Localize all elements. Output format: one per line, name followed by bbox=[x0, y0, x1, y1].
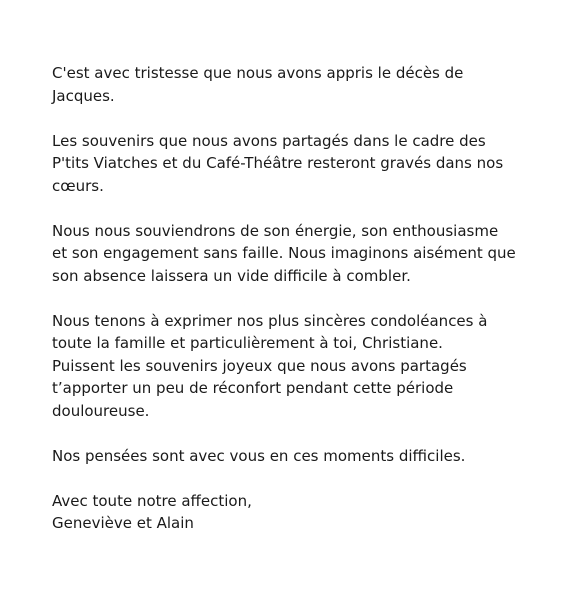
condolence-letter bbox=[52, 62, 552, 535]
paragraph-opening bbox=[52, 62, 552, 107]
text-line: P'tits Viatches et du Café-Théâtre resteront gravés dans nos bbox=[52, 154, 504, 172]
text-line: cœurs. bbox=[52, 176, 104, 195]
paragraph-condolences bbox=[52, 310, 552, 423]
paragraph-remembrance bbox=[52, 220, 552, 288]
paragraph-thoughts bbox=[52, 445, 552, 468]
text-line: toute la famille et particulièrement à toi, Christiane. bbox=[52, 334, 443, 352]
text-line: Nous tenons à exprimer nos plus sincères condoléances à bbox=[52, 311, 488, 330]
closing-line: Avec toute notre affection, bbox=[52, 491, 252, 510]
text-line: Les souvenirs que nous avons partagés dans le cadre des bbox=[52, 131, 486, 150]
text-line: t’apporter un peu de réconfort pendant cette période bbox=[52, 379, 454, 397]
text-line: et son engagement sans faille. Nous imaginons aisément que bbox=[52, 244, 516, 262]
text-line: douloureuse. bbox=[52, 401, 150, 420]
text-line: Puissent les souvenirs joyeux que nous avons partagés bbox=[52, 356, 467, 375]
signature-block bbox=[52, 490, 552, 535]
signature-names: Geneviève et Alain bbox=[52, 514, 194, 532]
text-line: Nous nous souviendrons de son énergie, son enthousiasme bbox=[52, 221, 499, 240]
text-line: Nos pensées sont avec vous en ces moments difficiles. bbox=[52, 446, 466, 465]
text-line: son absence laissera un vide difficile à combler. bbox=[52, 266, 411, 285]
paragraph-memories bbox=[52, 130, 552, 198]
text-line: C'est avec tristesse que nous avons appris le décès de bbox=[52, 64, 464, 82]
text-line: Jacques. bbox=[52, 86, 115, 105]
